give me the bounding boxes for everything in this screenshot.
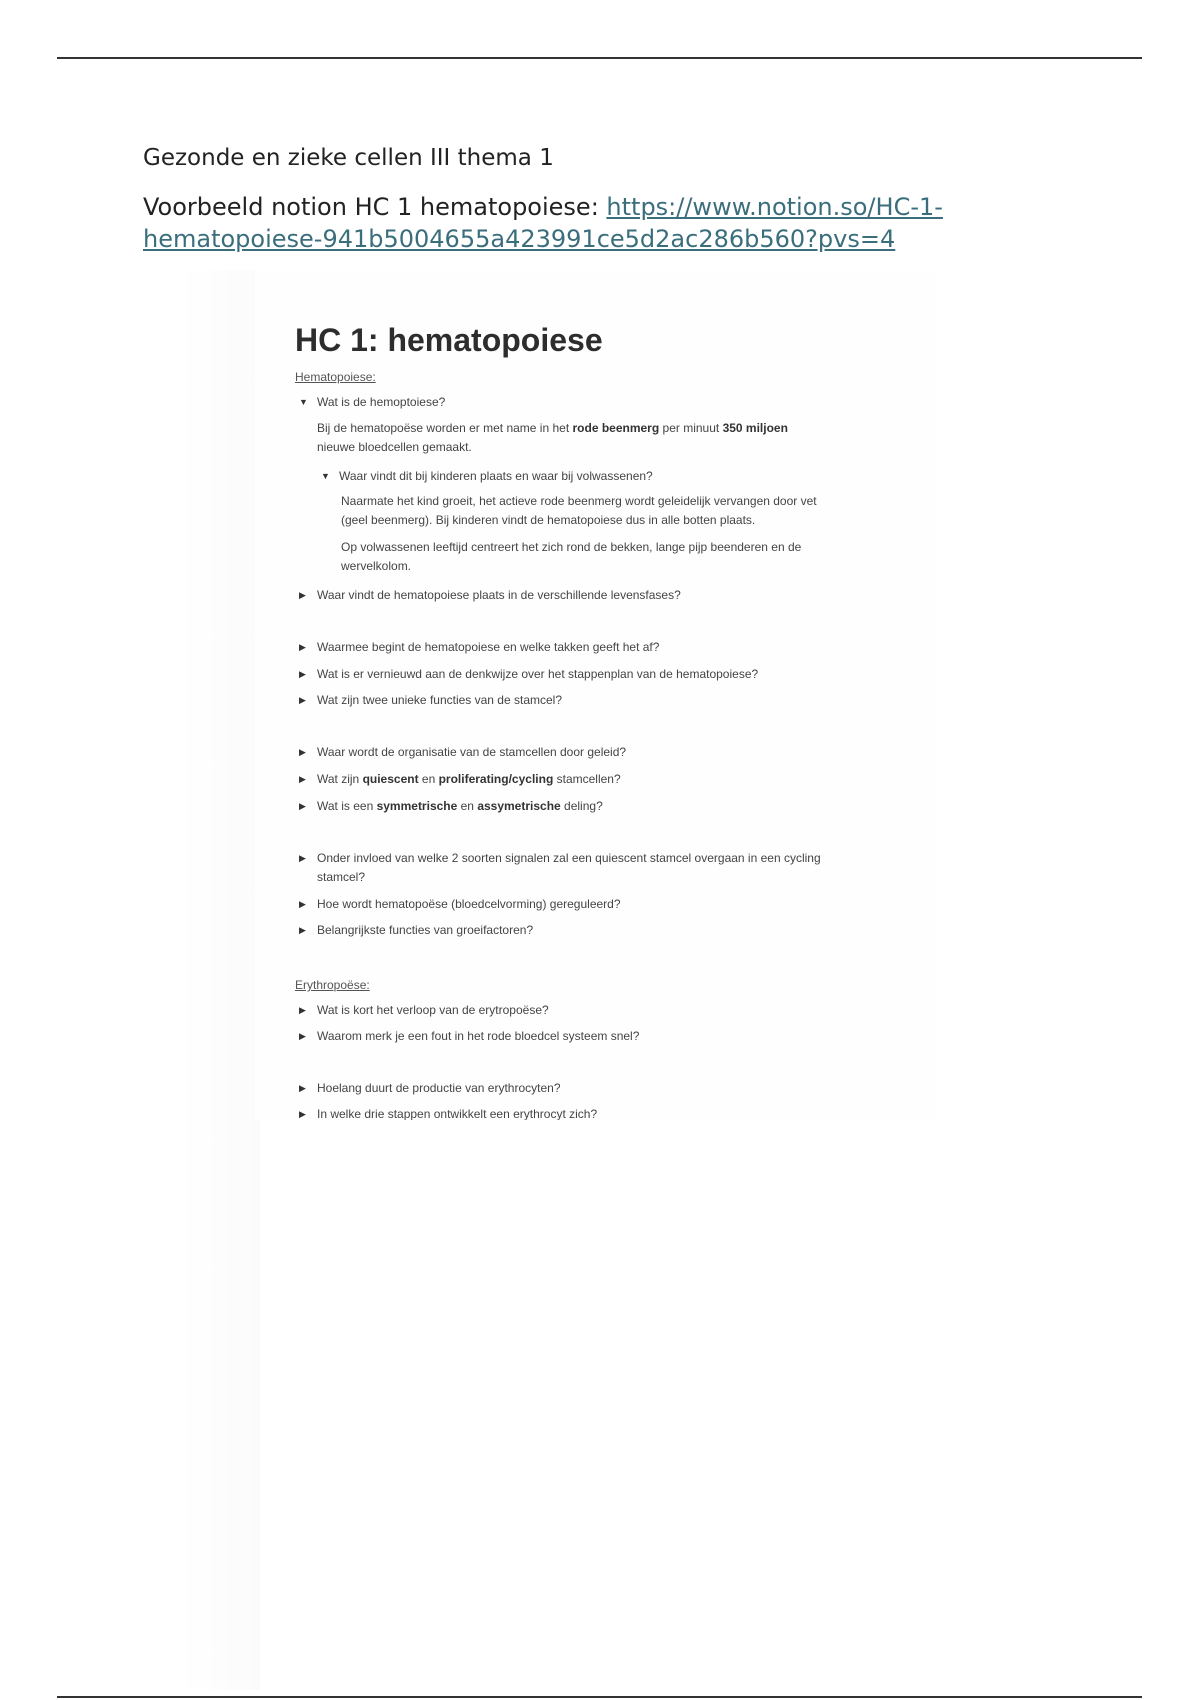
paragraph-kind-groeit [341,492,901,530]
toggle-label: Waarom merk je een fout in het rode bloedcel systeem snel? [317,1029,640,1043]
text: Wat is een [317,799,377,813]
bold-text: quiescent [362,772,419,786]
toggle-organisatie[interactable] [299,743,899,762]
toggle-stappen[interactable] [299,1105,899,1120]
bold-text: symmetrische [376,799,458,813]
triangle-right-icon: ▶ [299,695,306,705]
notion-link-line2: hematopoiese-941b5004655a423991ce5d2ac286b560?pvs=4 [143,225,896,253]
text: Wat zijn [317,772,363,786]
toggle-label: Wat zijn twee unieke functies van de stamcel? [317,693,563,707]
toggle-quiescent[interactable] [299,770,899,789]
notion-screenshot [255,270,935,1120]
text: stamcel? [317,870,366,884]
triangle-right-icon: ▶ [299,1083,306,1093]
section-heading-erythropoese: Erythropoëse: [295,978,370,992]
triangle-down-icon: ▼ [299,397,308,407]
text: en [418,772,439,786]
toggle-takken[interactable] [299,638,899,657]
notion-page-title: HC 1: hematopoiese [295,322,603,358]
toggle-groeifactoren[interactable] [299,921,899,940]
triangle-right-icon: ▶ [299,669,306,679]
toggle-levensfases[interactable] [299,586,899,605]
toggle-kinderen-volwassenen[interactable] [321,467,901,486]
toggle-gereguleerd[interactable] [299,895,899,914]
toggle-label: Belangrijkste functies van groeifactoren? [317,923,534,937]
toggle-label: Wat is de hemoptoiese? [317,395,446,409]
toggle-label: Waarmee begint de hematopoiese en welke takken geeft het af? [317,640,660,654]
triangle-right-icon: ▶ [299,774,306,784]
bold-text: 350 miljoen [722,421,788,435]
text: Onder invloed van welke 2 soorten signalen zal een quiescent stamcel overgaan in een cycling [317,851,821,865]
toggle-wat-is-hematopoiese[interactable] [299,393,899,412]
triangle-right-icon: ▶ [299,1005,306,1015]
toggle-signalen[interactable] [299,849,899,887]
text: en [457,799,478,813]
toggle-label [299,849,899,887]
triangle-down-icon: ▼ [321,471,330,481]
text: stamcellen? [553,772,621,786]
text: Naarmate het kind groeit, het actieve rode beenmerg wordt geleidelijk vervangen door vet [341,494,817,508]
triangle-right-icon: ▶ [299,1031,306,1041]
bold-text: proliferating/cycling [438,772,554,786]
embed-edge [180,270,260,1690]
notion-link-line1: https://www.notion.so/HC-1- [606,193,943,221]
paragraph-volwassenen [341,538,901,576]
triangle-right-icon: ▶ [299,642,306,652]
text: Op volwassenen leeftijd centreert het zich rond de bekken, lange pijp beenderen en de [341,540,802,554]
toggle-deling[interactable] [299,797,899,816]
triangle-right-icon: ▶ [299,747,306,757]
text: per minuut [659,421,723,435]
document-title: Gezonde en zieke cellen III thema 1 [143,145,554,171]
section-heading-hematopoiese: Hematopoiese: [295,370,376,384]
example-prefix: Voorbeeld notion HC 1 hematopoiese: [143,193,607,221]
toggle-functies-stamcel[interactable] [299,691,899,710]
paragraph-beenmerg [317,419,877,457]
toggle-label [299,770,899,789]
text: deling? [560,799,603,813]
text: Bij de hematopoëse worden er met name in het [317,421,573,435]
text: (geel beenmerg). Bij kinderen vindt de hematopoiese dus in alle botten plaats. [341,513,756,527]
toggle-label: Wat is kort het verloop van de erytropoëse? [317,1003,549,1017]
triangle-right-icon: ▶ [299,590,306,600]
toggle-label: Wat is er vernieuwd aan de denkwijze over het stappenplan van de hematopoiese? [317,667,759,681]
text: wervelkolom. [341,559,412,573]
triangle-right-icon: ▶ [299,925,306,935]
toggle-label: Waar wordt de organisatie van de stamcellen door geleid? [317,745,627,759]
bold-text: assymetrische [477,799,561,813]
toggle-verloop[interactable] [299,1001,899,1020]
text: nieuwe bloedcellen gemaakt. [317,440,472,454]
toggle-productie[interactable] [299,1079,899,1098]
example-notion-line [143,191,1043,255]
triangle-right-icon: ▶ [299,899,306,909]
toggle-vernieuwd[interactable] [299,665,899,684]
toggle-fout[interactable] [299,1027,899,1046]
toggle-label: Waar vindt de hematopoiese plaats in de verschillende levensfases? [317,588,681,602]
toggle-label: Waar vindt dit bij kinderen plaats en waar bij volwassenen? [339,469,653,483]
toggle-label: In welke drie stappen ontwikkelt een erythrocyt zich? [317,1107,598,1120]
triangle-right-icon: ▶ [299,801,306,811]
toggle-label: Hoelang duurt de productie van erythrocyten? [317,1081,561,1095]
bold-text: rode beenmerg [572,421,660,435]
footer-rule [57,1696,1142,1698]
triangle-right-icon: ▶ [299,853,306,863]
toggle-label: Hoe wordt hematopoëse (bloedcelvorming) gereguleerd? [317,897,621,911]
toggle-label [299,797,899,816]
triangle-right-icon: ▶ [299,1109,306,1119]
header-rule [57,57,1142,59]
